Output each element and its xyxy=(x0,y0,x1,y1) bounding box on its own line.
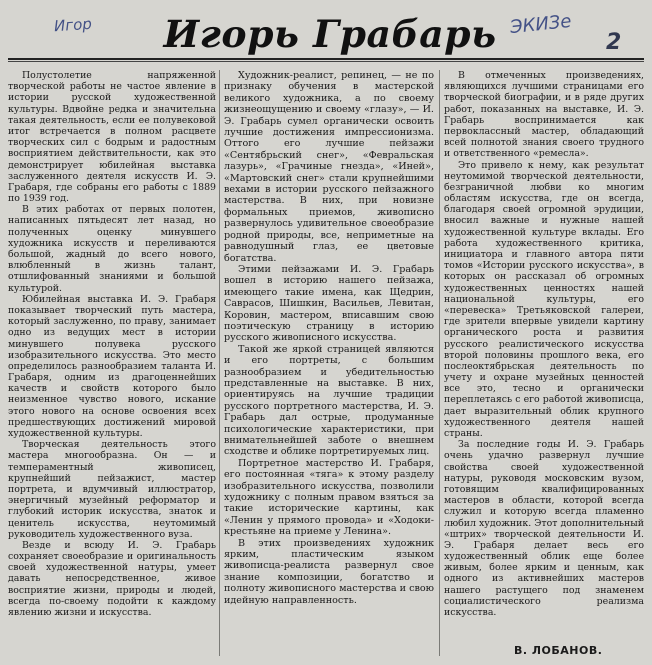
paragraph: В отмеченных произведениях, являющихся лучшими страницами его творческой биографии, и в ряде других работ, показанных на выставке, И. Э. Грабарь воспринимается как первоклассный мастер, обладающий всей полнотой знания своего трудного и ответственного «ремесла». xyxy=(444,70,644,160)
paragraph: Везде и всюду И. Э. Грабарь сохраняет своеобразие и оригинальность своей художественной натуры, умеет давать непосредственное, живое восприятие жизни, природы и людей, всегда по-своему подойти к каждому явлению жизни и искусства. xyxy=(8,539,216,618)
header xyxy=(0,0,652,62)
article-headline: Игорь Грабарь xyxy=(163,12,497,56)
paragraph: Творческая деятельность этого мастера многообразна. Он — и темпераментный живописец, крупнейший пейзажист, мастер портрета, и вдумчивый иллюстратор, энергичный музейный реформатор и глубокий историк искусства, знаток и ценитель искусства, неутомимый руководитель художественного вуза. xyxy=(8,439,216,540)
paragraph: Этими пейзажами И. Э. Грабарь вошел в историю нашего пейзажа, имеющего такие имена, как Щедрин, Саврасов, Шишкин, Васильев, Левитан, Коровин, мастером, вписавшим свою поэтическую страницу в историю русского живописного искусства. xyxy=(224,263,434,344)
column-divider xyxy=(219,70,220,656)
paragraph: Юбилейная выставка И. Э. Грабаря показывает творческий путь мастера, который заслуженно, по праву, занимает одно из ведущих мест в истории минувшего полувека русского изобразительного искусства. Это место определилось разнообразием таланта И. Грабаря, одним из драгоценнейших качеств и свойств которого было неизменное чувство нового, искание этого нового на основе освоения всех предшествующих достижений мировой художественной культуры. xyxy=(8,293,216,439)
handwritten-note-left: Игор xyxy=(53,14,93,36)
headline-rule-thin xyxy=(8,61,644,62)
paragraph: Это привело к нему, как результат неутомимой творческой деятельности, безграничной любви ко многим областям искусства, где он всегда, благодаря своей огромной эрудиции, вносил важные и нужные нашей художественной культуре вклады. Его работа художественного критика, инициатора и главного автора пяти томов «Истории русского искусства», в которых он рассказал об огромных художественных ценностях нашей национальной культуры, его «перевеска» Третьяковской галереи, где зрители впервые увидели картину органического роста и развития русского реалистического искусства второй половины прошлого века, его послеоктябрьская деятельность по учету и охране музейных ценностей все это, тесно и органически переплетаясь с его работой живописца, дает выразительный облик крупного художественного деятеля нашей страны. xyxy=(444,159,644,439)
paragraph: Портретное мастерство И. Грабаря, его постоянная «тяга» к этому разделу изобразительного искусства, позволили художнику с полным правом взяться за такие исторические картины, как «Ленин у прямого провода» и «Ходоки-крестьяне на приеме у Ленина». xyxy=(224,457,434,538)
paragraph: В этих работах от первых полотен, написанных пятьдесят лет назад, но полученных оценку минувшего художника искусств и переливаются большой, жадный до всего нового, влюбленный в жизнь талант, отшлифованный знаниями и большой культурой. xyxy=(8,204,216,294)
article-column-2 xyxy=(224,70,434,606)
column-divider xyxy=(439,70,440,656)
paragraph: В этих произведениях художник ярким, пластическим языком живописца-реалиста развернул свое знание композиции, богатство и полноту живописного мастерства и свою идейную направленность. xyxy=(224,537,434,606)
handwritten-note-right: ЭКИЗе xyxy=(509,10,573,39)
author-signature: В. ЛОБАНОВ. xyxy=(514,644,603,657)
paragraph: Художник-реалист, репинец, — не по признаку обучения в мастерской великого художника, а по своему жизнеощущению и своему «глазу», — И. Э. Грабарь сумел органически освоить лучшие достижения импрессионизма. Оттого его лучшие пейзажи «Сентябрьский снег», «Февральская лазурь», «Грачиные гнезда», «Иней», «Мартовский снег» стали крупнейшими вехами в истории русского пейзажного мастерства. В них, при новизне формальных приемов, живописно развернулось удивительное своеобразие родной природы, все, неприметные на равнодушный глаз, ее цветовые богатства. xyxy=(224,70,434,264)
article-column-3 xyxy=(444,70,644,618)
paragraph: За последние годы И. Э. Грабарь очень удачно развернул лучшие свойства своей художественной натуры, руководя московским вузом, готовящим квалифицированных мастеров в области, которой всегда служил и которую всегда пламенно любил художник. Этот дополнительный «штрих» творческой деятельности И. Э. Грабаря делает весь его художественный облик еще более живым, более ярким и ценным, как одного из активнейших мастеров нашего растущего под знаменем социалистического реализма искусства. xyxy=(444,439,644,618)
article-column-1 xyxy=(8,70,216,618)
handwritten-number: 2 xyxy=(606,30,622,55)
paragraph: Полустолетие напряженной творческой работы не частое явление в истории русской художественной культуры. Вдвойне редка и значительна такая деятельность, если ее полувековой итог встречается в полном расцвете творческих сил с бодрым и радостным восприятием действительности, как это демонстрирует юбилейная выставка заслуженного деятеля искусств И. Э. Грабаря, где собраны его работы с 1889 по 1939 год. xyxy=(8,70,216,205)
headline-rule xyxy=(8,58,644,60)
paragraph: Такой же яркой страницей являются и его портреты, с большим разнообразием и убедительностью представленные на выставке. В них, ориентируясь на лучшие традиции русского портретного мастерства, И. Э. Грабарь дал острые, продуманные психологические характеристики, при внимательнейшей заботе о внешнем сходстве и облике портретируемых лиц. xyxy=(224,343,434,458)
